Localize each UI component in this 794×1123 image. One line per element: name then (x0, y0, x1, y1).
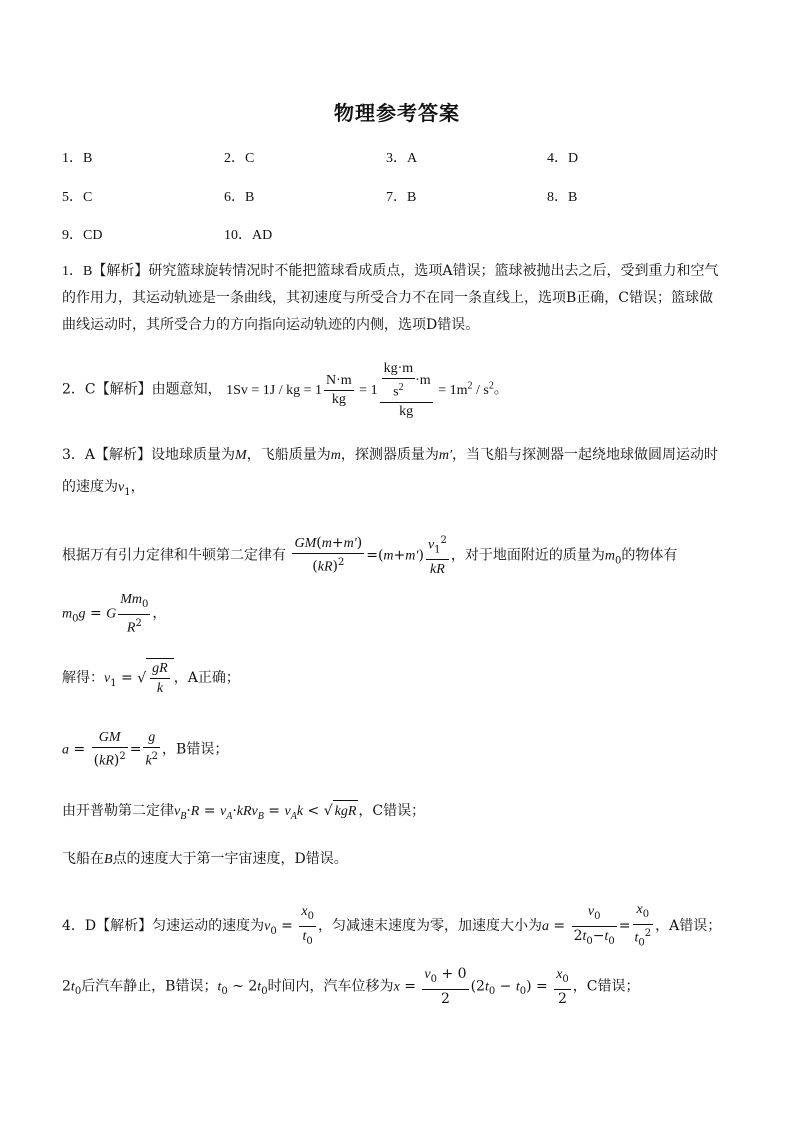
q1-line2: 的作用力，其运动轨迹是一条曲线，其初速度与所受合力不在同一条直线上，选项B正确，C错误；篮球做 (62, 290, 713, 306)
q3-t3: ，当飞船与探测器一起绕地球做圆周运动时 (452, 447, 719, 463)
q3-line1: 3．A【解析】设地球质量为M，飞船质量为m，探测器质量为m′，当飞船与探测器一起绕地球做圆周运动时 (62, 447, 719, 463)
q3-line4: $m_0g = G$ $\frac{Mm_0}{R^2}$ ， (62, 592, 167, 636)
q3-line2: 的速度为$v_1$， (62, 479, 145, 498)
answer-8: 8．B (547, 190, 578, 205)
q3-solveA: ，A正确； (173, 670, 240, 686)
answer-5: 5．C (62, 190, 93, 205)
q2-formula: 1Sv = 1J / kg = 1 $\frac{N\cdot m}{kg}$ = 1 $\frac{kg\cdot m}{s^2}$ ·m kg = $1m^2 / s^2$ (226, 361, 494, 419)
q1-explanation (62, 258, 734, 339)
q2-end: 。 (493, 381, 508, 398)
answer-10: 10．AD (224, 228, 273, 243)
q3-line6: a = $\frac{GM}{(kR)^2}$ = $\frac{g}{k^2}$ ，B错误； (62, 730, 229, 769)
q2-label: 2．C【解析】 (62, 381, 152, 398)
q3-law: 根据万有引力定律和牛顿第二定律有 (62, 547, 286, 564)
answer-4: 4．D (547, 151, 579, 166)
q4-t3: ，A错误； (655, 918, 722, 935)
q3-last1: 飞船在 (62, 851, 104, 867)
q4-label: 4．D【解析】 (62, 918, 153, 935)
q1-line1: 研究篮球旋转情况时不能把篮球看成质点，选项A错误；篮球被抛出去之后，受到重力和空气 (148, 263, 719, 279)
answer-2: 2．C (224, 151, 255, 166)
q3-line8: 飞船在B点的速度大于第一宇宙速度，D错误。 (62, 851, 348, 867)
q3-t2: ，探测器质量为 (340, 447, 439, 463)
q3-t4: 的速度为 (62, 479, 118, 495)
q3-accB: ，B错误； (162, 741, 229, 758)
q1-line3: 曲线运动时，其所受合力的方向指向运动轨迹的内侧，选项D错误。 (62, 317, 480, 333)
q3-intro: 设地球质量为 (151, 447, 236, 463)
answer-9: 9．CD (62, 228, 103, 243)
q4-t4: 后汽车静止，B错误； (81, 978, 218, 995)
q4-t6: ，C错误； (572, 978, 640, 995)
q3-keplerC: ，C错误； (358, 803, 426, 819)
q3-line5: 解得：$v_1$ = √ $\frac{gR}{k}$ ，A正确； (62, 658, 240, 698)
q3-line3: 根据万有引力定律和牛顿第二定律有 $\frac{GM(m+m')}{(kR)^2}$ =(m+m′) $\frac{v_1^2}{kR}$ ，对于地面附近的质量为$m_0$的物体有 (62, 532, 677, 579)
q3-solve: 解得： (62, 670, 104, 686)
q3-line7: 由开普勒第二定律$v_B\cdot R = v_A\cdot kRv_B = v_Ak$ < √ kgR ，C错误； (62, 800, 425, 827)
q4-t5: 时间内，汽车位移为 (267, 978, 394, 995)
q4-t2: ，匀减速末速度为零，加速度大小为 (317, 918, 542, 935)
q3-label: 3．A【解析】 (62, 447, 152, 463)
q3-law3: 的物体有 (621, 547, 678, 564)
answer-6: 6．B (224, 190, 255, 205)
q4-line1: 4．D【解析】匀速运动的速度为$v_0$ = $\frac{x_0}{t_0}$ ，匀减速末速度为零，加速度大小为a = $\frac{v_0}{2t_0-t_0}$ = $\frac{x_0}{t_0^2}$ ，A错误； (62, 902, 722, 949)
page-title: 物理参考答案 (334, 101, 460, 125)
q4-t1: 匀速运动的速度为 (152, 918, 265, 935)
q1-label: 1．B【解析】 (62, 264, 149, 279)
q3-t5: ， (130, 479, 145, 495)
q4-line2: $2t_0$后汽车静止，B错误；$t_0$ ~ $2t_0$时间内，汽车位移为x = $\frac{v_0 + 0}{2}$ $(2t_0 - t_0)$ = $\frac{x_0}{2}$ ，C错误； (62, 966, 640, 1007)
q3-t1: ，飞船质量为 (246, 447, 331, 463)
answer-7: 7．B (386, 190, 417, 205)
answer-3: 3．A (386, 151, 418, 166)
q3-last2: 点的速度大于第一宇宙速度，D错误。 (112, 851, 348, 867)
q3-law2: ，对于地面附近的质量为 (450, 547, 605, 564)
q2-text: 由题意知， (151, 381, 222, 398)
q2-explanation (62, 360, 508, 421)
answer-1: 1．B (62, 151, 93, 166)
q3-kepler: 由开普勒第二定律 (62, 803, 174, 819)
